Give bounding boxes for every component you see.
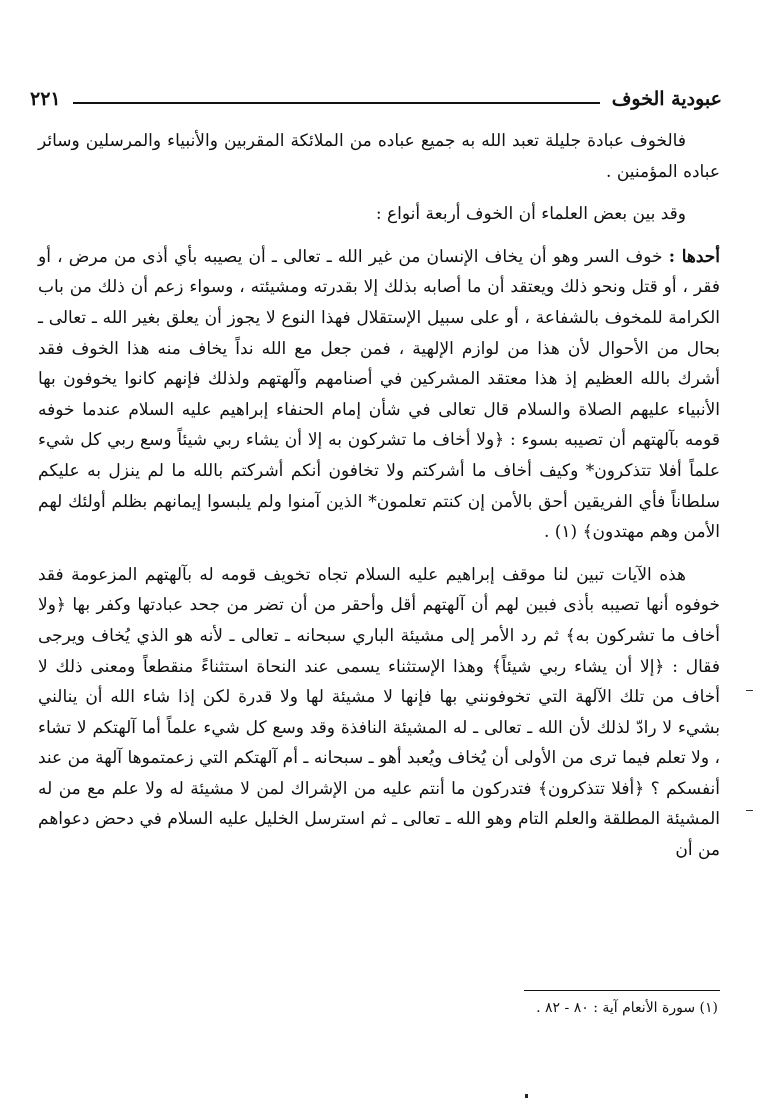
paragraph-2: وقد بين بعض العلماء أن الخوف أربعة أنواع : [375,204,686,225]
chapter-title: عبودية الخوف [611,88,722,110]
paragraph-3 [38,242,720,548]
margin-mark [746,810,753,811]
paragraph-4: هذه الآيات تبين لنا موقف إبراهيم عليه السلام تجاه تخويف قومه له بآلهتهم المزعومة فقد خوفوه أنها تصيبه بأذى فبين لهم أن آلهتهم أقل وأحقر من أن تضر من جحد عبادتها وكفر بها ﴿ولا أخاف ما تشركون به﴾ ثم رد الأمر إلى مشيئة الباري سبحانه ـ تعالى ـ لأنه هو الذي يُخاف ويرجى فقال : ﴿إلا أن يشاء ربي شيئاً﴾ وهذا الإستثناء يسمى عند النحاة استثناءً منقطعاً ومعنى ذلك لا أخاف من تلك الآلهة التي تخوفونني بها فإنها لا مشيئة لها ولا قدرة لكن إذا شاء الله أن ينالني بشيء لا رادّ لذلك لأن الله ـ تعالى ـ له المشيئة النافذة وقد وسع كل شيء علماً أما آلهتكم لا تشاء ، ولا تعلم فيما ترى من الأولى أن يُخاف ويُعبد أهو ـ سبحانه ـ أم آلهتكم التي زعمتموها آلهة من عند أنفسكم ؟ ﴿أفلا تتذكرون﴾ فتدركون ما أنتم عليه من الإشراك لمن لا مشيئة له ولا علم مع من له المشيئة المطلقة والعلم التام وهو الله ـ تعالى ـ ثم استرسل الخليل عليه السلام في دحض دعواهم من أن [38,564,720,861]
header-rule [73,102,600,104]
paragraph-1: فالخوف عبادة جليلة تعبد الله به جميع عباده من الملائكة المقربين والأنبياء والمرسلين وسائر عباده المؤمنين . [38,131,720,182]
paragraph-3-text: خوف السر وهو أن يخاف الإنسان من غير الله ـ تعالى ـ أن يصيبه بأي أذى من مرض ، أو فقر ، أو قتل ونحو ذلك ويعتقد أن ما أصابه بذلك إلا بقدرته ومشيئته ، وسواء زعم أن ذلك من باب الكرامة للمخوف بالشفاعة ، أو على سبيل الإستقلال فهذا النوع لا يجوز أن يعلق بغير الله ـ تعالى ـ بحال من الأحوال لأن هذا من لوازم الإلهية ، فمن جعل مع الله نداً يخاف منه هذا الخوف فقد أشرك بالله العظيم إذ هذا معتقد المشركين في أصنامهم وآلهتهم ولذلك فإنهم كانوا يخوفون بها الأنبياء عليهم الصلاة والسلام قال تعالى في شأن إمام الحنفاء إبراهيم عليه السلام عندما خوفه قومه بآلهتهم أن تصيبه بسوء : ﴿ولا أخاف ما تشركون به إلا أن يشاء ربي شيئاً وسع ربي كل شيء علماً أفلا تتذكرون* وكيف أخاف ما أشركتم ولا تخافون أنكم أشركتم بالله ما لم ينزل به عليكم سلطاناً فأي الفريقين أحق بالأمن إن كنتم تعلمون* الذين آمنوا ولم يلبسوا إيمانهم بظلم أولئك لهم الأمن وهم مهتدون﴾ (١) . [38,246,720,543]
running-header [30,80,722,110]
paragraph-3-lead: أحدها : [668,246,720,267]
page-number: ٢٢١ [30,88,61,110]
print-speck [525,1094,528,1098]
footnote: (١) سورة الأنعام آية : ٨٠ - ٨٢ . [536,1000,718,1016]
margin-mark [746,690,753,691]
footnote-divider [524,990,720,991]
body-text [38,126,720,866]
